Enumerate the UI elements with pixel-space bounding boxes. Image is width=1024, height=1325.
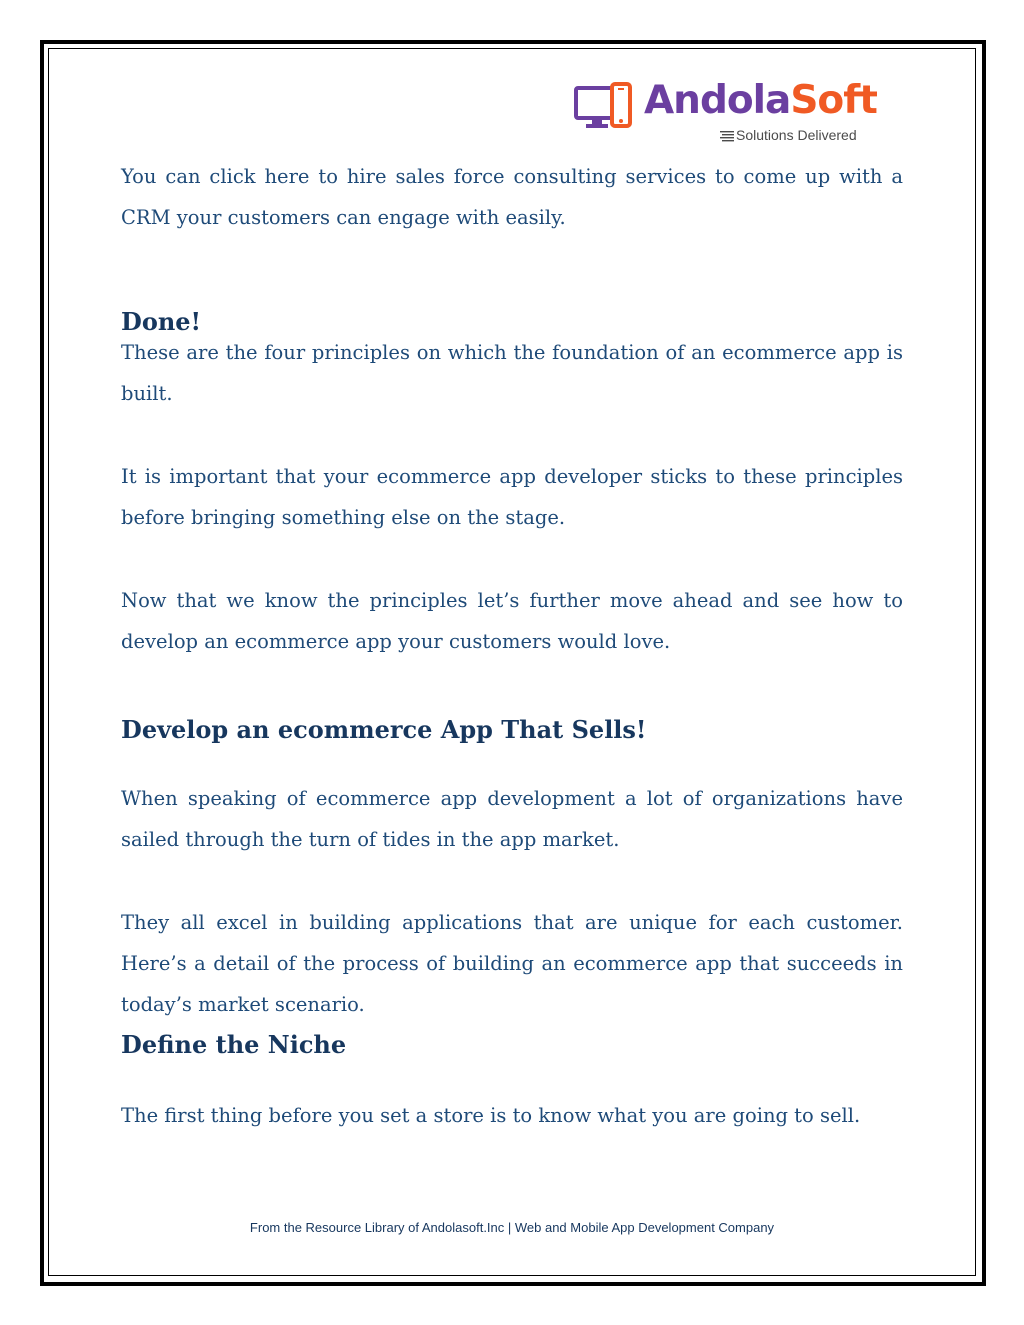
logo-tagline: [720, 126, 857, 144]
devices-icon: [574, 80, 638, 136]
logo-wordmark: [644, 76, 877, 126]
andolasoft-logo: [574, 76, 884, 148]
menu-lines-icon: [720, 130, 734, 142]
paragraph-crm: You can click here to hire sales force consulting services to come up with a CRM your customers can engage with easily.: [121, 165, 903, 229]
paragraph-principles: These are the four principles on which the foundation of an ecommerce app is built.: [121, 341, 903, 405]
paragraph-when: When speaking of ecommerce app development a lot of organizations have sailed through the turn of tides in the app market.: [121, 787, 903, 851]
heading-done: Done!: [121, 307, 202, 336]
heading-develop: Develop an ecommerce App That Sells!: [121, 715, 647, 744]
paragraph-now: Now that we know the principles let’s further move ahead and see how to develop an ecommerce app your customers would love.: [121, 589, 903, 653]
document-body: [121, 156, 903, 1136]
logo-brand-part1: Andola: [644, 78, 791, 123]
heading-niche: Define the Niche: [121, 1030, 347, 1059]
paragraph-they: They all excel in building applications that are unique for each customer. Here’s a detail of the process of building an ecommerce app that succeeds in today’s market scenario.: [121, 911, 903, 1016]
logo-tagline-text: Solutions Delivered: [736, 127, 857, 143]
paragraph-important: It is important that your ecommerce app developer sticks to these principles before bringing something else on the stage.: [121, 465, 903, 529]
logo-brand-part2: Soft: [790, 78, 877, 123]
page-footer: From the Resource Library of Andolasoft.Inc | Web and Mobile App Development Company: [249, 1220, 775, 1235]
paragraph-first: The first thing before you set a store is to know what you are going to sell.: [121, 1104, 861, 1127]
